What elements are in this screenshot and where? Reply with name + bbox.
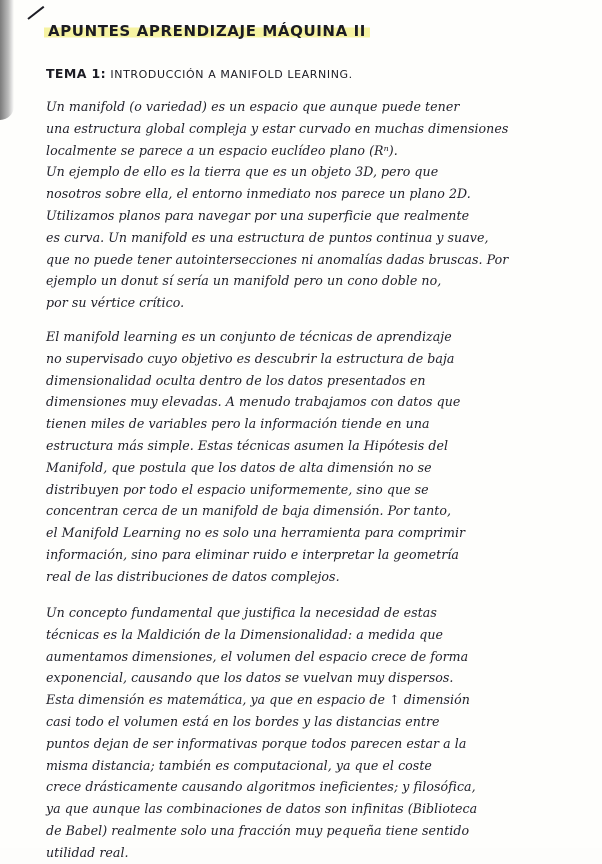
text-line: puntos dejan de ser informativas porque todos parecen estar a la	[46, 735, 467, 751]
section-heading	[46, 66, 353, 81]
text-line: Esta dimensión es matemática, ya que en espacio de ↑ dimensión	[46, 692, 470, 708]
pen-stroke-mark	[27, 6, 44, 20]
paragraph-manifold-learning	[46, 326, 582, 588]
text-line: una estructura global compleja y estar curvado en muchas dimensiones	[46, 120, 509, 136]
text-line: ya que aunque las combinaciones de datos son infinitas (Biblioteca	[46, 801, 478, 817]
text-line: nosotros sobre ella, el entorno inmediato nos parece un plano 2D.	[46, 186, 471, 202]
section-label: TEMA 1:	[46, 66, 107, 81]
page-binding-shadow	[0, 0, 14, 120]
text-line: Un manifold (o variedad) es un espacio que aunque puede tener	[46, 99, 460, 114]
text-line: distribuyen por todo el espacio uniformemente, sino que se	[46, 481, 429, 497]
text-line: Un ejemplo de ello es la tierra que es un objeto 3D, pero que	[46, 164, 439, 180]
text-line: Manifold, que postula que los datos de alta dimensión no se	[46, 459, 432, 475]
text-line: que no puede tener autointersecciones ni anomalías dadas bruscas. Por	[46, 251, 509, 267]
text-line: localmente se parece a un espacio euclídeo plano (Rⁿ).	[46, 142, 398, 158]
text-line: ejemplo un donut sí sería un manifold pero un cono doble no,	[46, 273, 442, 289]
notes-title: APUNTES APRENDIZAJE MÁQUINA II	[44, 22, 370, 40]
text-line: crece drásticamente causando algoritmos ineficientes; y filosófica,	[46, 779, 476, 795]
text-line: concentran cerca de un manifold de baja dimensión. Por tanto,	[46, 503, 452, 519]
text-line: dimensiones muy elevadas. A menudo trabajamos con datos que	[46, 394, 461, 410]
text-line: el Manifold Learning no es solo una herramienta para comprimir	[46, 525, 466, 541]
paragraph-manifold-definition	[46, 96, 582, 314]
text-line: técnicas es la Maldición de la Dimensionalidad: a medida que	[46, 626, 443, 642]
section-topic: INTRODUCCIÓN A MANIFOLD LEARNING.	[110, 68, 353, 81]
text-line: es curva. Un manifold es una estructura de puntos continua y suave,	[46, 229, 489, 245]
text-line: por su vértice crítico.	[46, 295, 185, 311]
text-line: Utilizamos planos para navegar por una superficie que realmente	[46, 207, 470, 223]
text-line: El manifold learning es un conjunto de técnicas de aprendizaje	[46, 329, 452, 344]
text-line: tienen miles de variables pero la información tiende en una	[46, 416, 430, 432]
text-line: información, sino para eliminar ruido e interpretar la geometría	[46, 546, 459, 562]
paragraph-curse-of-dimensionality	[46, 602, 582, 864]
text-line: casi todo el volumen está en los bordes y las distancias entre	[46, 713, 440, 729]
text-line: estructura más simple. Estas técnicas asumen la Hipótesis del	[46, 437, 449, 453]
text-line: Un concepto fundamental que justifica la necesidad de estas	[46, 605, 437, 620]
text-line: de Babel) realmente solo una fracción muy pequeña tiene sentido	[46, 822, 470, 838]
text-line: misma distancia; también es computacional, ya que el coste	[46, 757, 432, 773]
text-line: utilidad real.	[46, 844, 129, 860]
text-line: no supervisado cuyo objetivo es descubrir la estructura de baja	[46, 350, 455, 366]
text-line: aumentamos dimensiones, el volumen del espacio crece de forma	[46, 648, 469, 664]
text-line: dimensionalidad oculta dentro de los datos presentados en	[46, 372, 426, 388]
text-line: real de las distribuciones de datos complejos.	[46, 568, 340, 584]
text-line: exponencial, causando que los datos se vuelvan muy dispersos.	[46, 670, 454, 686]
